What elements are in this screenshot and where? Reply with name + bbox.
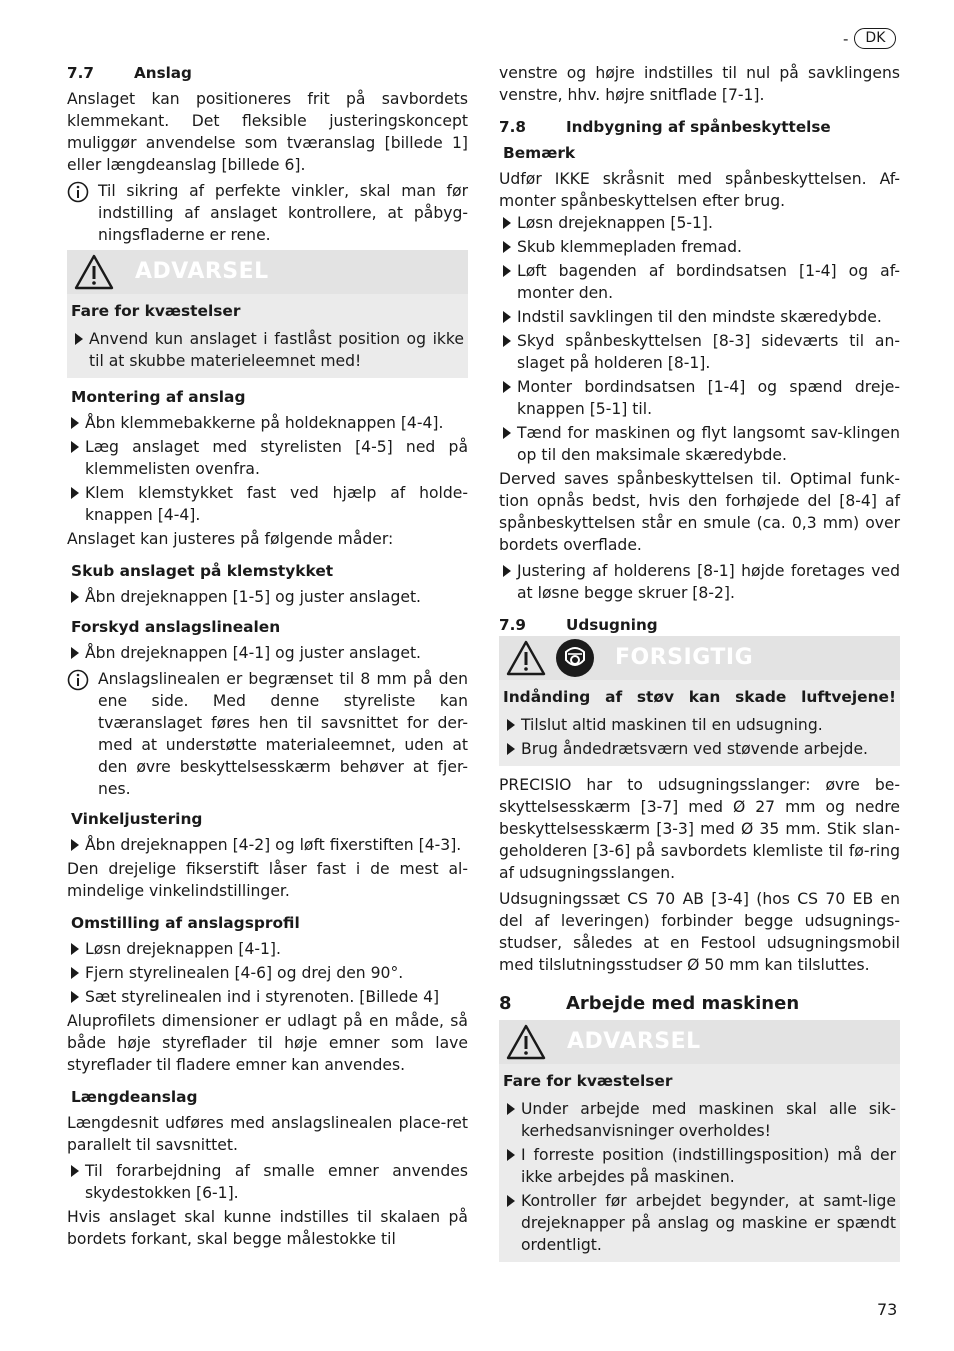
list-item: Løsn drejeknappen [5-1]. <box>499 212 900 234</box>
note-heading: Bemærk <box>503 144 576 162</box>
caution-banner <box>499 636 900 680</box>
paragraph: Den drejelige fikserstift låser fast i de mest al-mindelige vinkelindstillinger. <box>67 860 468 900</box>
subheading: Længdeanslag <box>71 1088 198 1106</box>
list-item: Skub klemmepladen fremad. <box>499 236 900 258</box>
list-item: Sæt styrelinealen ind i styrenoten. [Billede 4] <box>67 986 468 1008</box>
caution-heading: Indånding af støv kan skade luftvejene! <box>503 688 896 706</box>
list-item: Fjern styrelinealen [4-6] og drej den 90°. <box>67 962 468 984</box>
list-item: Løft bagenden af bordindsatsen [1-4] og af-monter den. <box>499 260 900 304</box>
warning-title: ADVARSEL <box>567 1029 701 1054</box>
list-item: Indstil savklingen til den mindste skæredybde. <box>499 306 900 328</box>
info-icon <box>67 181 89 203</box>
header-dash: - <box>843 29 849 48</box>
left-column <box>67 62 468 1250</box>
list-item: Kontroller før arbejdet begynder, at samt-lige drejeknapper på anslag og maskine er spændt ordentligt. <box>503 1190 896 1256</box>
list-item: Skyd spånbeskyttelsen [8-3] sideværts til an-slaget på holderen [8-1]. <box>499 330 900 374</box>
list-item: Klem klemstykket fast ved hjælp af holde-knappen [4-4]. <box>67 482 468 526</box>
list-item: Anvend kun anslaget i fastlåst position og ikke til at skubbe materieleemnet med! <box>71 328 464 372</box>
caution-title: FORSIGTIG <box>615 645 754 670</box>
paragraph: Anslaget kan justeres på følgende måder: <box>67 530 394 548</box>
language-badge: DK <box>854 28 896 49</box>
section-heading: 7.9 Udsugning <box>499 616 658 634</box>
warning-title: ADVARSEL <box>135 259 269 284</box>
list-item: Åbn klemmebakkerne på holdeknappen [4-4]. <box>67 412 468 434</box>
section-heading: 7.8 Indbygning af spånbeskyttelse <box>499 118 831 136</box>
right-column <box>499 62 900 1270</box>
list-item: Brug åndedrætsværn ved støvende arbejde. <box>503 738 896 760</box>
list-item: I forreste position (indstillingsposition) må der ikke arbejdes på maskinen. <box>503 1144 896 1188</box>
subheading: Montering af anslag <box>71 388 246 406</box>
list-item: Tænd for maskinen og flyt langsomt sav-klingen op til den maksimale skæredybde. <box>499 422 900 466</box>
respirator-icon <box>555 638 595 678</box>
list-item: Under arbejde med maskinen skal alle sik-kerhedsanvisninger overholdes! <box>503 1098 896 1142</box>
list-item: Monter bordindsatsen [1-4] og spænd dreje-knappen [5-1] til. <box>499 376 900 420</box>
list-item: Læg anslaget med styrelisten [4-5] ned på klemmelisten ovenfra. <box>67 436 468 480</box>
paragraph: Hvis anslaget skal kunne indstilles til skalaen på bordets forkant, skal begge målestokke til <box>67 1208 468 1248</box>
subheading: Vinkeljustering <box>71 810 203 828</box>
warning-triangle-icon <box>73 253 115 291</box>
paragraph: Aluprofilets dimensioner er udlagt på en måde, så både høje styreflader til høje emner som lave styreflader til fladere emner kan anvendes. <box>67 1012 468 1074</box>
page-header <box>843 28 896 49</box>
warning-triangle-icon <box>505 639 547 677</box>
warning-triangle-icon <box>505 1023 547 1061</box>
warning-heading: Fare for kvæstelser <box>503 1072 673 1090</box>
list-item: Åbn drejeknappen [1-5] og juster anslaget. <box>67 586 468 608</box>
warning-banner <box>67 250 468 294</box>
info-icon <box>67 669 89 691</box>
list-item: Løsn drejeknappen [4-1]. <box>67 938 468 960</box>
page-number: 73 <box>877 1300 898 1319</box>
list-item: Justering af holderens [8-1] højde foretages ved at løsne begge skruer [8-2]. <box>499 560 900 604</box>
paragraph: Længdesnit udføres med anslagslinealen place-ret parallelt til savsnittet. <box>67 1114 468 1154</box>
section-heading: 7.7 Anslag <box>67 64 192 82</box>
info-note: Til sikring af perfekte vinkler, skal man før indstilling af anslaget kontrollere, at påbyg-ningsfladerne er rene. <box>67 180 468 246</box>
chapter-heading: 8 Arbejde med maskinen <box>499 993 800 1014</box>
warning-banner <box>499 1020 900 1064</box>
paragraph: Udfør IKKE skråsnit med spånbeskyttelsen. Af-monter spånbeskyttelsen efter brug. <box>499 170 900 210</box>
paragraph: venstre og højre indstilles til nul på savklingens venstre, hhv. højre snitflade [7-1]. <box>499 64 900 104</box>
paragraph: PRECISIO har to udsugningsslanger: øvre be-skyttelsesskærm [3-7] med Ø 27 mm og nedre beskyttelsesskærm [3-3] med Ø 35 mm. Stik slan-geholderen [3-6] på savbordets klemliste til fø-ring af udsugningsslangen. <box>499 776 900 882</box>
list-item: Åbn drejeknappen [4-1] og juster anslaget. <box>67 642 468 664</box>
subheading: Omstilling af anslagsprofil <box>71 914 300 932</box>
warning-heading: Fare for kvæstelser <box>71 302 241 320</box>
list-item: Tilslut altid maskinen til en udsugning. <box>503 714 896 736</box>
warning-box <box>67 250 468 378</box>
info-note: Anslagslinealen er begrænset til 8 mm på den ene side. Med denne styreliste kan tværanslaget føres hen til savsnittet for der-med at understøtte materialeemnet, uden at den øvre beskyttelsesskærm behøver at fjer-nes. <box>67 668 468 800</box>
caution-box <box>499 636 900 766</box>
paragraph: Udsugningssæt CS 70 AB [3-4] (hos CS 70 EB en del af leveringen) forbinder begge udsugnings-studser, således at en Festool udsugningsmobil med tilslutningsstudser Ø 50 mm kan tilsluttes. <box>499 890 900 974</box>
paragraph: Anslaget kan positioneres frit på savbordets klemmekant. Det fleksible justeringskoncept muliggør anvendelse som tværanslag [billede 1] eller længdeanslag [billede 6]. <box>67 90 468 174</box>
list-item: Til forarbejdning af smalle emner anvendes skydestokken [6-1]. <box>67 1160 468 1204</box>
subheading: Forskyd anslagslinealen <box>71 618 281 636</box>
paragraph: Derved saves spånbeskyttelsen til. Optimal funk-tion opnås bedst, hvis den forhøjede del [8-4] af spånbeskyttelsen står en smule (ca. 0,3 mm) over bordets overflade. <box>499 470 900 554</box>
warning-box <box>499 1020 900 1262</box>
list-item: Åbn drejeknappen [4-2] og løft fixerstiften [4-3]. <box>67 834 468 856</box>
subheading: Skub anslaget på klemstykket <box>71 562 334 580</box>
